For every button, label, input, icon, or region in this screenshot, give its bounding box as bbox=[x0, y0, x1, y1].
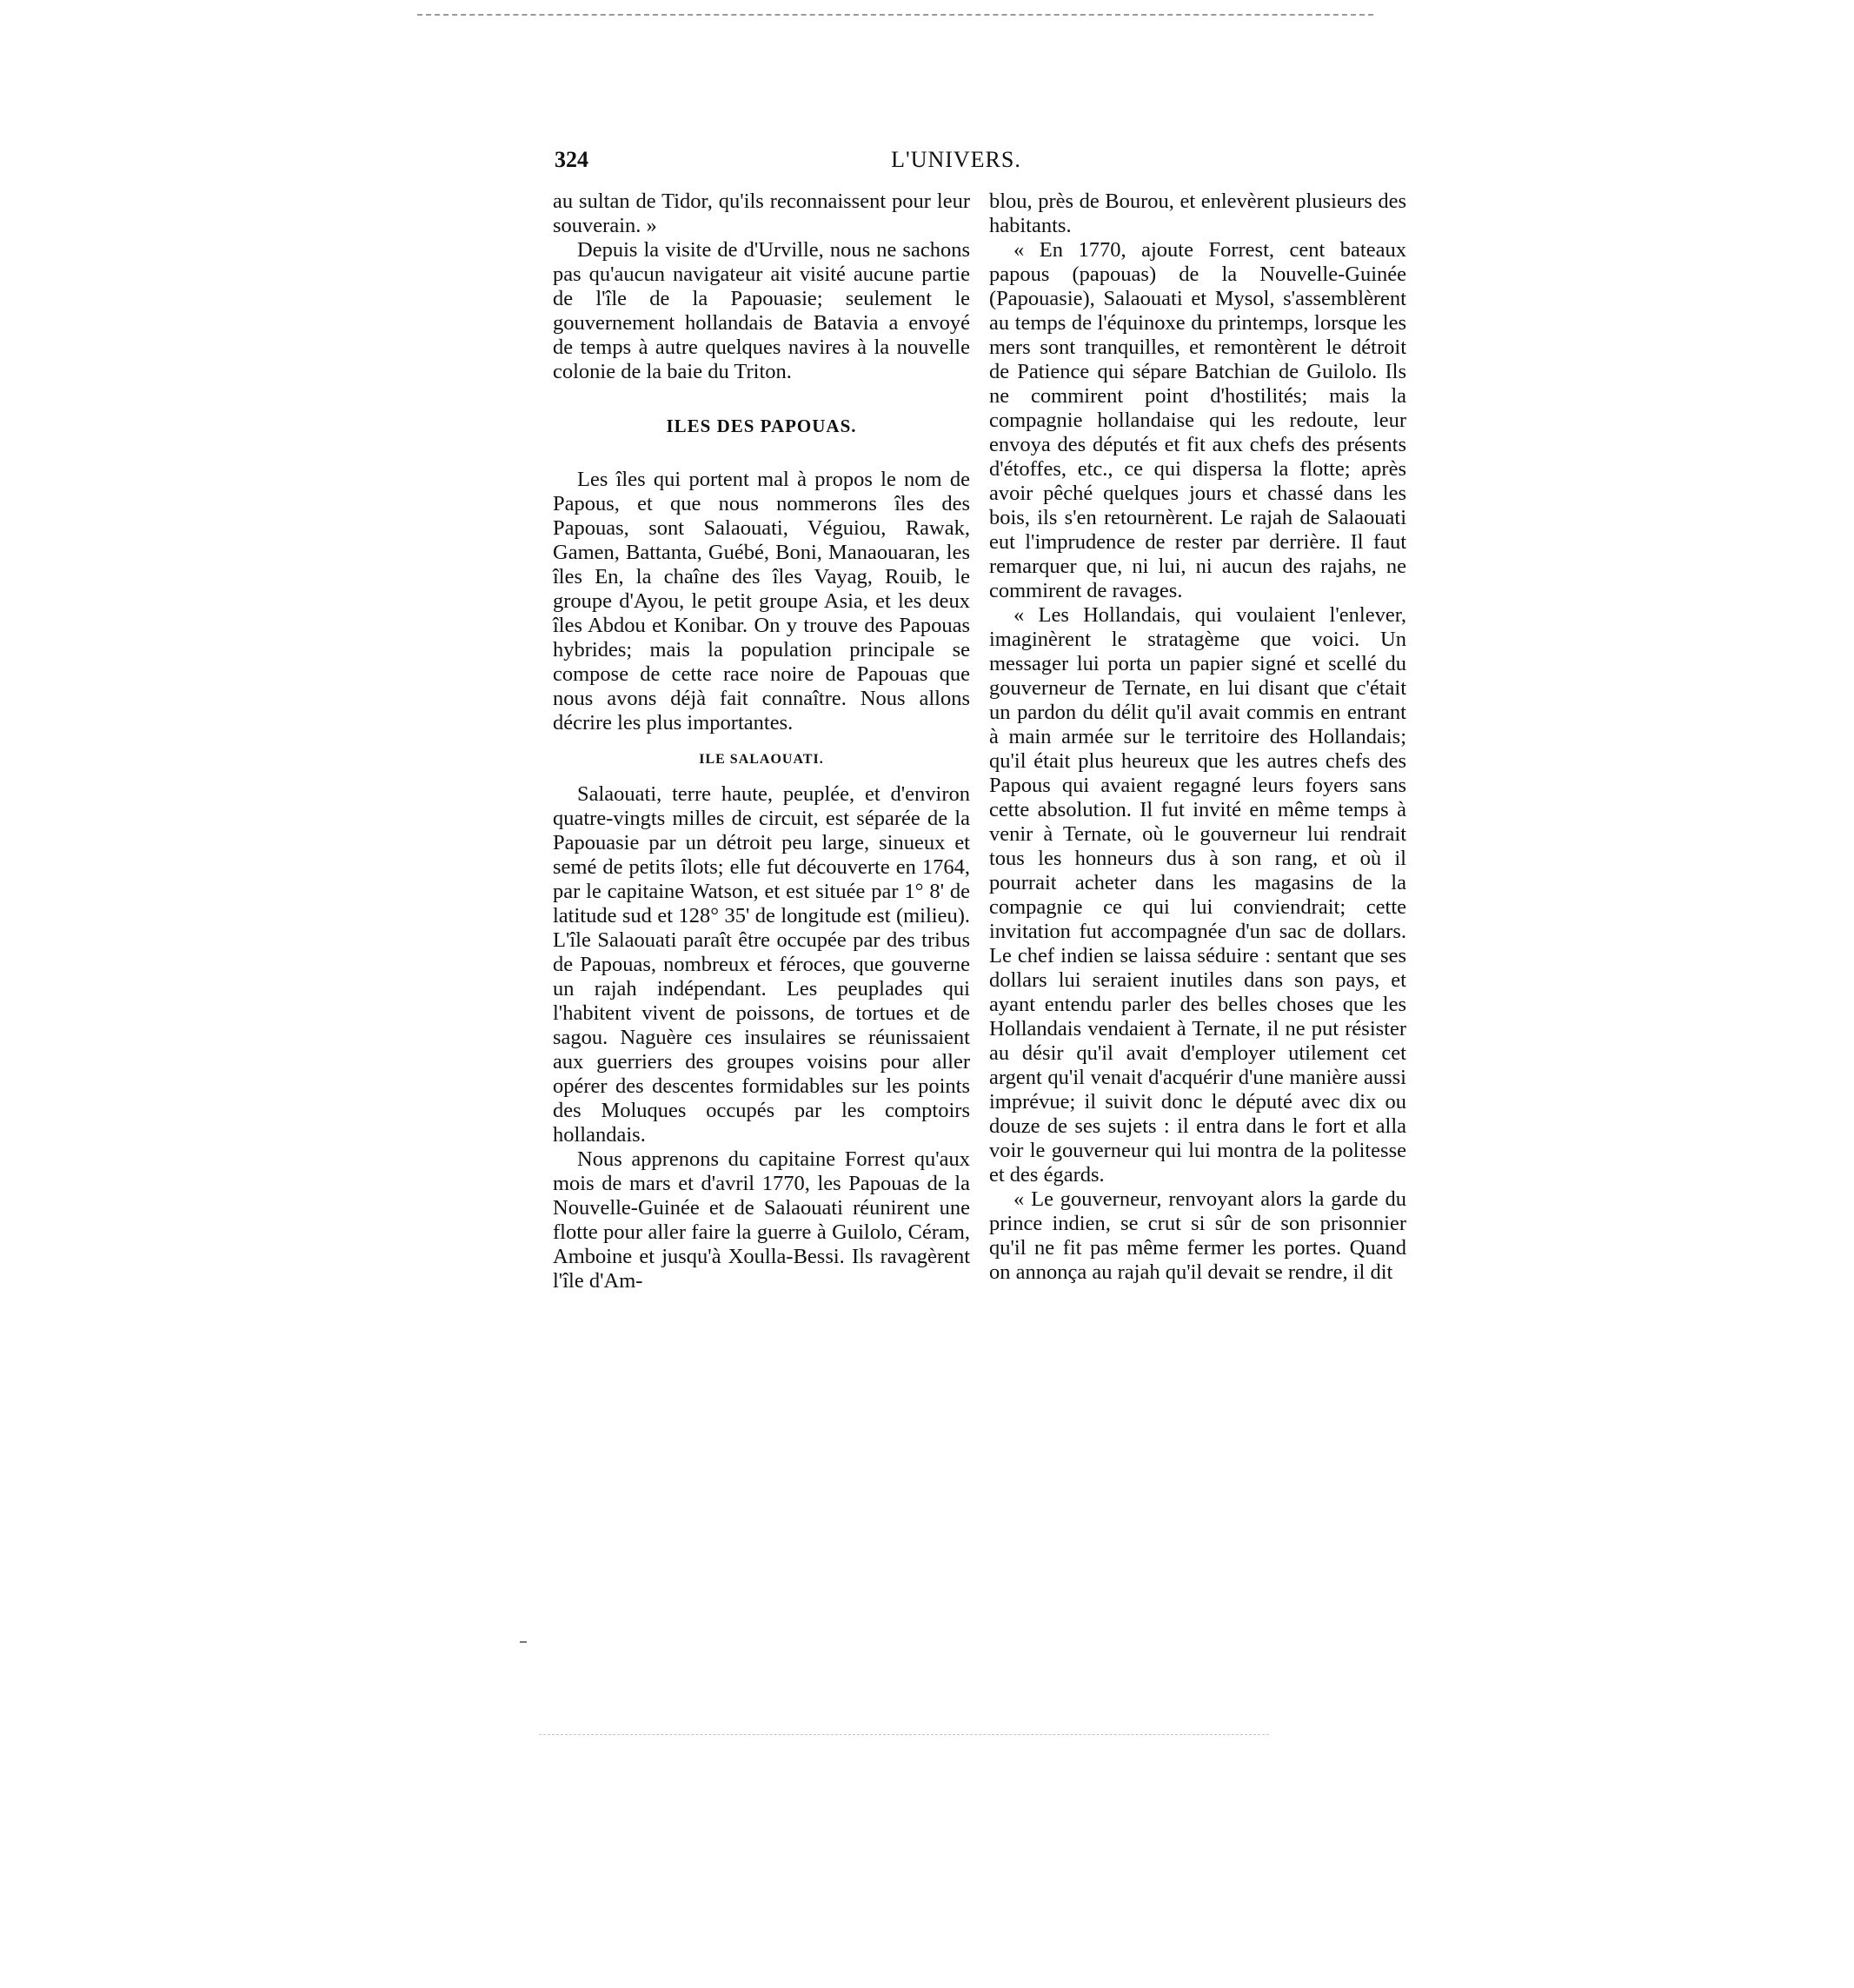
paragraph: Nous apprenons du capitaine Forrest qu'aux mois de mars et d'avril 1770, les Papouas de la Nouvelle-Guinée et de Salaouati réunirent une flotte pour aller faire la guerre à Guilolo, Céram, Amboine et jusqu'à Xoulla-Bessi. Ils ravagèrent l'île d'Am- bbox=[553, 1147, 970, 1293]
paragraph: Salaouati, terre haute, peuplée, et d'environ quatre-vingts milles de circuit, est séparée de la Papouasie par un détroit peu large, sinueux et semé de petits îlots; elle fut découverte en 1764, par le capitaine Watson, et est située par 1° 8' de latitude sud et 128° 35' de longitude est (milieu). L'île Salaouati paraît être occupée par des tribus de Papouas, nombreux et féroces, que gouverne un rajah indépendant. Les peuplades qui l'habitent vivent de poissons, de tortues et de sagou. Naguère ces insulaires se réunissaient aux guerriers des groupes voisins pour aller opérer des descentes formidables sur les points des Moluques occupés par les comptoirs hollandais. bbox=[553, 782, 970, 1147]
paragraph: « En 1770, ajoute Forrest, cent bateaux papous (papouas) de la Nouvelle-Guinée (Papouasie), Salaouati et Mysol, s'assemblèrent au temps de l'équinoxe du printemps, lorsque les mers sont tranquilles, et remontèrent le détroit de Patience qui sépare Batchian de Guilolo. Ils ne commirent point d'hostilités; mais la compagnie hollandaise qui les redoute, leur envoya des députés et fit aux chefs des présents d'étoffes, etc., ce qui dispersa la flotte; après avoir pêché quelques jours et chassé dans les bois, ils s'en retournèrent. Le rajah de Salaouati eut l'imprudence de rester par derrière. Il faut remarquer que, ni lui, ni aucun des rajahs, ne commirent de ravages. bbox=[989, 238, 1406, 602]
page-number: 324 bbox=[555, 147, 588, 172]
paragraph: Depuis la visite de d'Urville, nous ne sachons pas qu'aucun navigateur ait visité aucune partie de l'île de la Papouasie; seulement le gouvernement hollandais de Batavia a envoyé de temps à autre quelques navires à la nouvelle colonie de la baie du Triton. bbox=[553, 238, 970, 383]
paragraph: au sultan de Tidor, qu'ils reconnaissent pour leur souverain. » bbox=[553, 189, 970, 237]
paragraph: blou, près de Bourou, et enlevèrent plusieurs des habitants. bbox=[989, 189, 1406, 237]
paragraph: « Les Hollandais, qui voulaient l'enlever, imaginèrent le stratagème que voici. Un messager lui porta un papier signé et scellé du gouverneur de Ternate, en lui disant que c'était un pardon du délit qu'il avait commis en entrant à main armée sur le territoire des Hollandais; qu'il était plus heureux que les autres chefs des Papous qui avaient regagné leurs foyers sans cette absolution. Il fut invité en même temps à venir à Ternate, où le gouverneur lui rendrait tous les honneurs dus à son rang, et où il pourrait acheter dans les magasins de la compagnie ce qui lui conviendrait; cette invitation fut accompagnée d'un sac de dollars. Le chef indien se laissa séduire : sentant que ses dollars lui seraient inutiles dans son pays, et ayant entendu parler des belles choses que les Hollandais vendaient à Ternate, il ne put résister au désir qu'il avait d'employer utilement cet argent qu'il venait d'acquérir d'une manière aussi imprévue; il suivit donc le député avec dix ou douze de ses sujets : il entra dans le fort et alla voir le gouverneur qui lui montra de la politesse et des égards. bbox=[989, 603, 1406, 1187]
scan-edge-rule-bottom bbox=[539, 1734, 1269, 1735]
section-heading: ILES DES PAPOUAS. bbox=[666, 416, 857, 436]
paragraph: Les îles qui portent mal à propos le nom de Papous, et que nous nommerons îles des Papouas, sont Salaouati, Véguiou, Rawak, Gamen, Battanta, Guébé, Boni, Manaouaran, les îles En, la chaîne des îles Vayag, Rouib, le groupe d'Ayou, le petit groupe Asia, et les deux îles Abdou et Konibar. On y trouve des Papouas hybrides; mais la population principale se compose de cette race noire de Papouas que nous avons déjà fait connaître. Nous allons décrire les plus importantes. bbox=[553, 468, 970, 735]
running-title: L'UNIVERS. bbox=[891, 147, 1021, 172]
left-column bbox=[553, 189, 970, 1293]
scan-edge-rule-top bbox=[417, 14, 1373, 16]
scan-mark bbox=[520, 1641, 527, 1643]
subsection-heading: ILE SALAOUATI. bbox=[699, 752, 824, 767]
right-column bbox=[989, 189, 1406, 1285]
paragraph: « Le gouverneur, renvoyant alors la garde du prince indien, se crut si sûr de son prisonnier qu'il ne fit pas même fermer les portes. Quand on annonça au rajah qu'il devait se rendre, il dit bbox=[989, 1187, 1406, 1284]
